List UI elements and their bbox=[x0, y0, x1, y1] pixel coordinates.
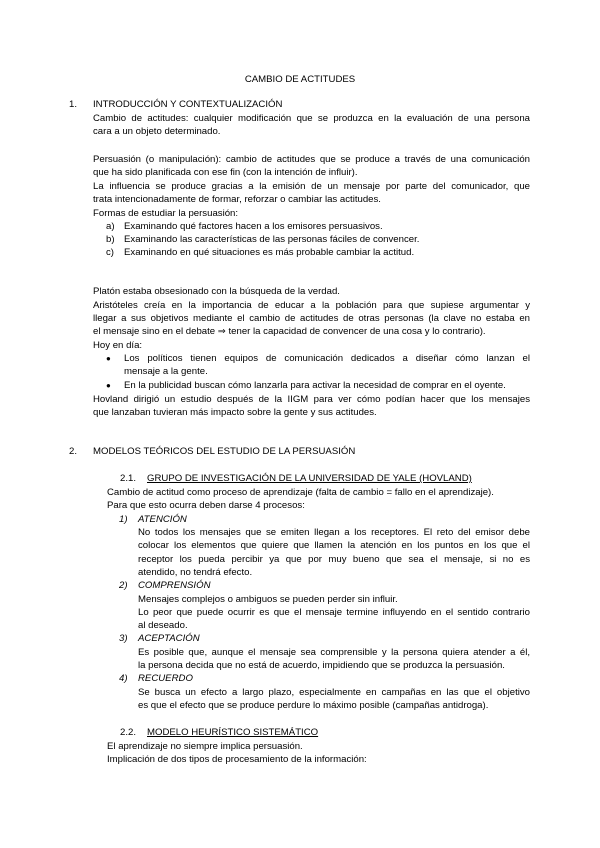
paragraph-line: trata intencionadamente de formar, reforzar o cambiar las actitudes. bbox=[93, 194, 381, 205]
step-marker: 3) bbox=[119, 633, 128, 644]
list-marker: c) bbox=[106, 247, 114, 258]
subsection-2-1-title: GRUPO DE INVESTIGACIÓN DE LA UNIVERSIDAD DE YALE (HOVLAND) bbox=[147, 473, 472, 484]
paragraph-line: que lanzaban tuvieran más impacto sobre la gente y sus actitudes. bbox=[93, 407, 377, 418]
subsection-2-2-number: 2.2. bbox=[120, 727, 137, 738]
paragraph-line: cara a un objeto determinado. bbox=[93, 126, 221, 137]
bullet-icon: ● bbox=[106, 381, 111, 390]
step-line: Se busca un efecto a largo plazo, especialmente en campañas en las que el objetivo bbox=[138, 687, 530, 698]
paragraph-line: El aprendizaje no siempre implica persuasión. bbox=[107, 741, 303, 752]
step-marker: 1) bbox=[119, 514, 128, 525]
section-2-heading: MODELOS TEÓRICOS DEL ESTUDIO DE LA PERSUASIÓN bbox=[93, 446, 356, 457]
paragraph-line: Para que esto ocurra deben darse 4 procesos: bbox=[107, 500, 305, 511]
paragraph-line: que ha sido planificada con ese fin (con la intención de influir). bbox=[93, 167, 358, 178]
step-title: RECUERDO bbox=[138, 673, 193, 684]
bullet-item: mensaje a la gente. bbox=[124, 366, 208, 377]
paragraph-line: Persuasión (o manipulación): cambio de actitudes que se produce a través de una comunicación bbox=[93, 154, 530, 165]
paragraph-line: Cambio de actitudes: cualquier modificación que se produzca en la evaluación de una persona bbox=[93, 113, 530, 124]
section-1-number: 1. bbox=[69, 99, 78, 110]
subsection-2-2-title: MODELO HEURÍSTICO SISTEMÁTICO bbox=[147, 727, 319, 738]
document-title: CAMBIO DE ACTITUDES bbox=[244, 74, 356, 85]
bullet-item: Los políticos tienen equipos de comunicación dedicados a diseñar cómo lanzan el bbox=[124, 353, 530, 364]
paragraph-line: Aristóteles creía en la importancia de educar a la población para que supiese argumentar y bbox=[93, 300, 530, 311]
step-line: atendido, no tendrá efecto. bbox=[138, 567, 253, 578]
step-line: colocar los elementos que quiere que llamen la atención en los puntos en los que el bbox=[138, 540, 530, 551]
step-title: ACEPTACIÓN bbox=[138, 633, 200, 644]
step-line: la persona decida que no está de acuerdo, impidiendo que se produzca la persuasión. bbox=[138, 660, 505, 671]
paragraph-line: el mensaje sino en el debate ⇒ tener la capacidad de convencer de una cosa y lo contrario). bbox=[93, 326, 486, 337]
bullet-icon: ● bbox=[106, 354, 111, 363]
bullet-item: En la publicidad buscan cómo lanzarla para activar la necesidad de comprar en el oyente. bbox=[124, 380, 506, 391]
step-title: ATENCIÓN bbox=[138, 514, 187, 525]
list-item: Examinando en qué situaciones es más probable cambiar la actitud. bbox=[124, 247, 415, 258]
step-line: al deseado. bbox=[138, 620, 188, 631]
section-1-heading: INTRODUCCIÓN Y CONTEXTUALIZACIÓN bbox=[93, 99, 283, 110]
paragraph-line: Hovland dirigió un estudio después de la IIGM para ver cómo podían hacer que los mensajes bbox=[93, 394, 530, 405]
list-item: Examinando qué factores hacen a los emisores persuasivos. bbox=[124, 221, 383, 232]
step-line: No todos los mensajes que se emiten llegan a los receptores. El reto del emisor debe bbox=[138, 527, 530, 538]
step-line: receptor los pueda percibir ya que por muy bueno que sea el mensaje, si no es bbox=[138, 554, 530, 565]
paragraph-line: Cambio de actitud como proceso de aprendizaje (falta de cambio = fallo en el aprendizaje). bbox=[107, 487, 494, 498]
step-title: COMPRENSIÓN bbox=[138, 580, 211, 591]
step-line: Lo peor que puede ocurrir es que el mensaje termine influyendo en el sentido contrario bbox=[138, 607, 530, 618]
step-marker: 4) bbox=[119, 673, 128, 684]
paragraph-line: llegar a sus objetivos mediante el cambio de actitudes de otras personas (la clave no estaba en bbox=[93, 313, 530, 324]
step-line: es que el efecto que se produce perdure lo máximo posible (campañas antidroga). bbox=[138, 700, 489, 711]
paragraph-line: Hoy en día: bbox=[93, 340, 143, 351]
step-line: Mensajes complejos o ambiguos se pueden perder sin influir. bbox=[138, 594, 398, 605]
paragraph-line: Formas de estudiar la persuasión: bbox=[93, 208, 239, 219]
paragraph-line: La influencia se produce gracias a la emisión de un mensaje por parte del comunicador, que bbox=[93, 181, 530, 192]
step-marker: 2) bbox=[119, 580, 128, 591]
list-marker: b) bbox=[106, 234, 115, 245]
paragraph-line: Platón estaba obsesionado con la búsqueda de la verdad. bbox=[93, 286, 340, 297]
section-2-number: 2. bbox=[69, 446, 78, 457]
subsection-2-1-number: 2.1. bbox=[120, 473, 137, 484]
list-marker: a) bbox=[106, 221, 115, 232]
paragraph-line: Implicación de dos tipos de procesamiento de la información: bbox=[107, 754, 367, 765]
list-item: Examinando las características de las personas fáciles de convencer. bbox=[124, 234, 420, 245]
step-line: Es posible que, aunque el mensaje sea comprensible y la persona quiera atender a él, bbox=[138, 647, 530, 658]
